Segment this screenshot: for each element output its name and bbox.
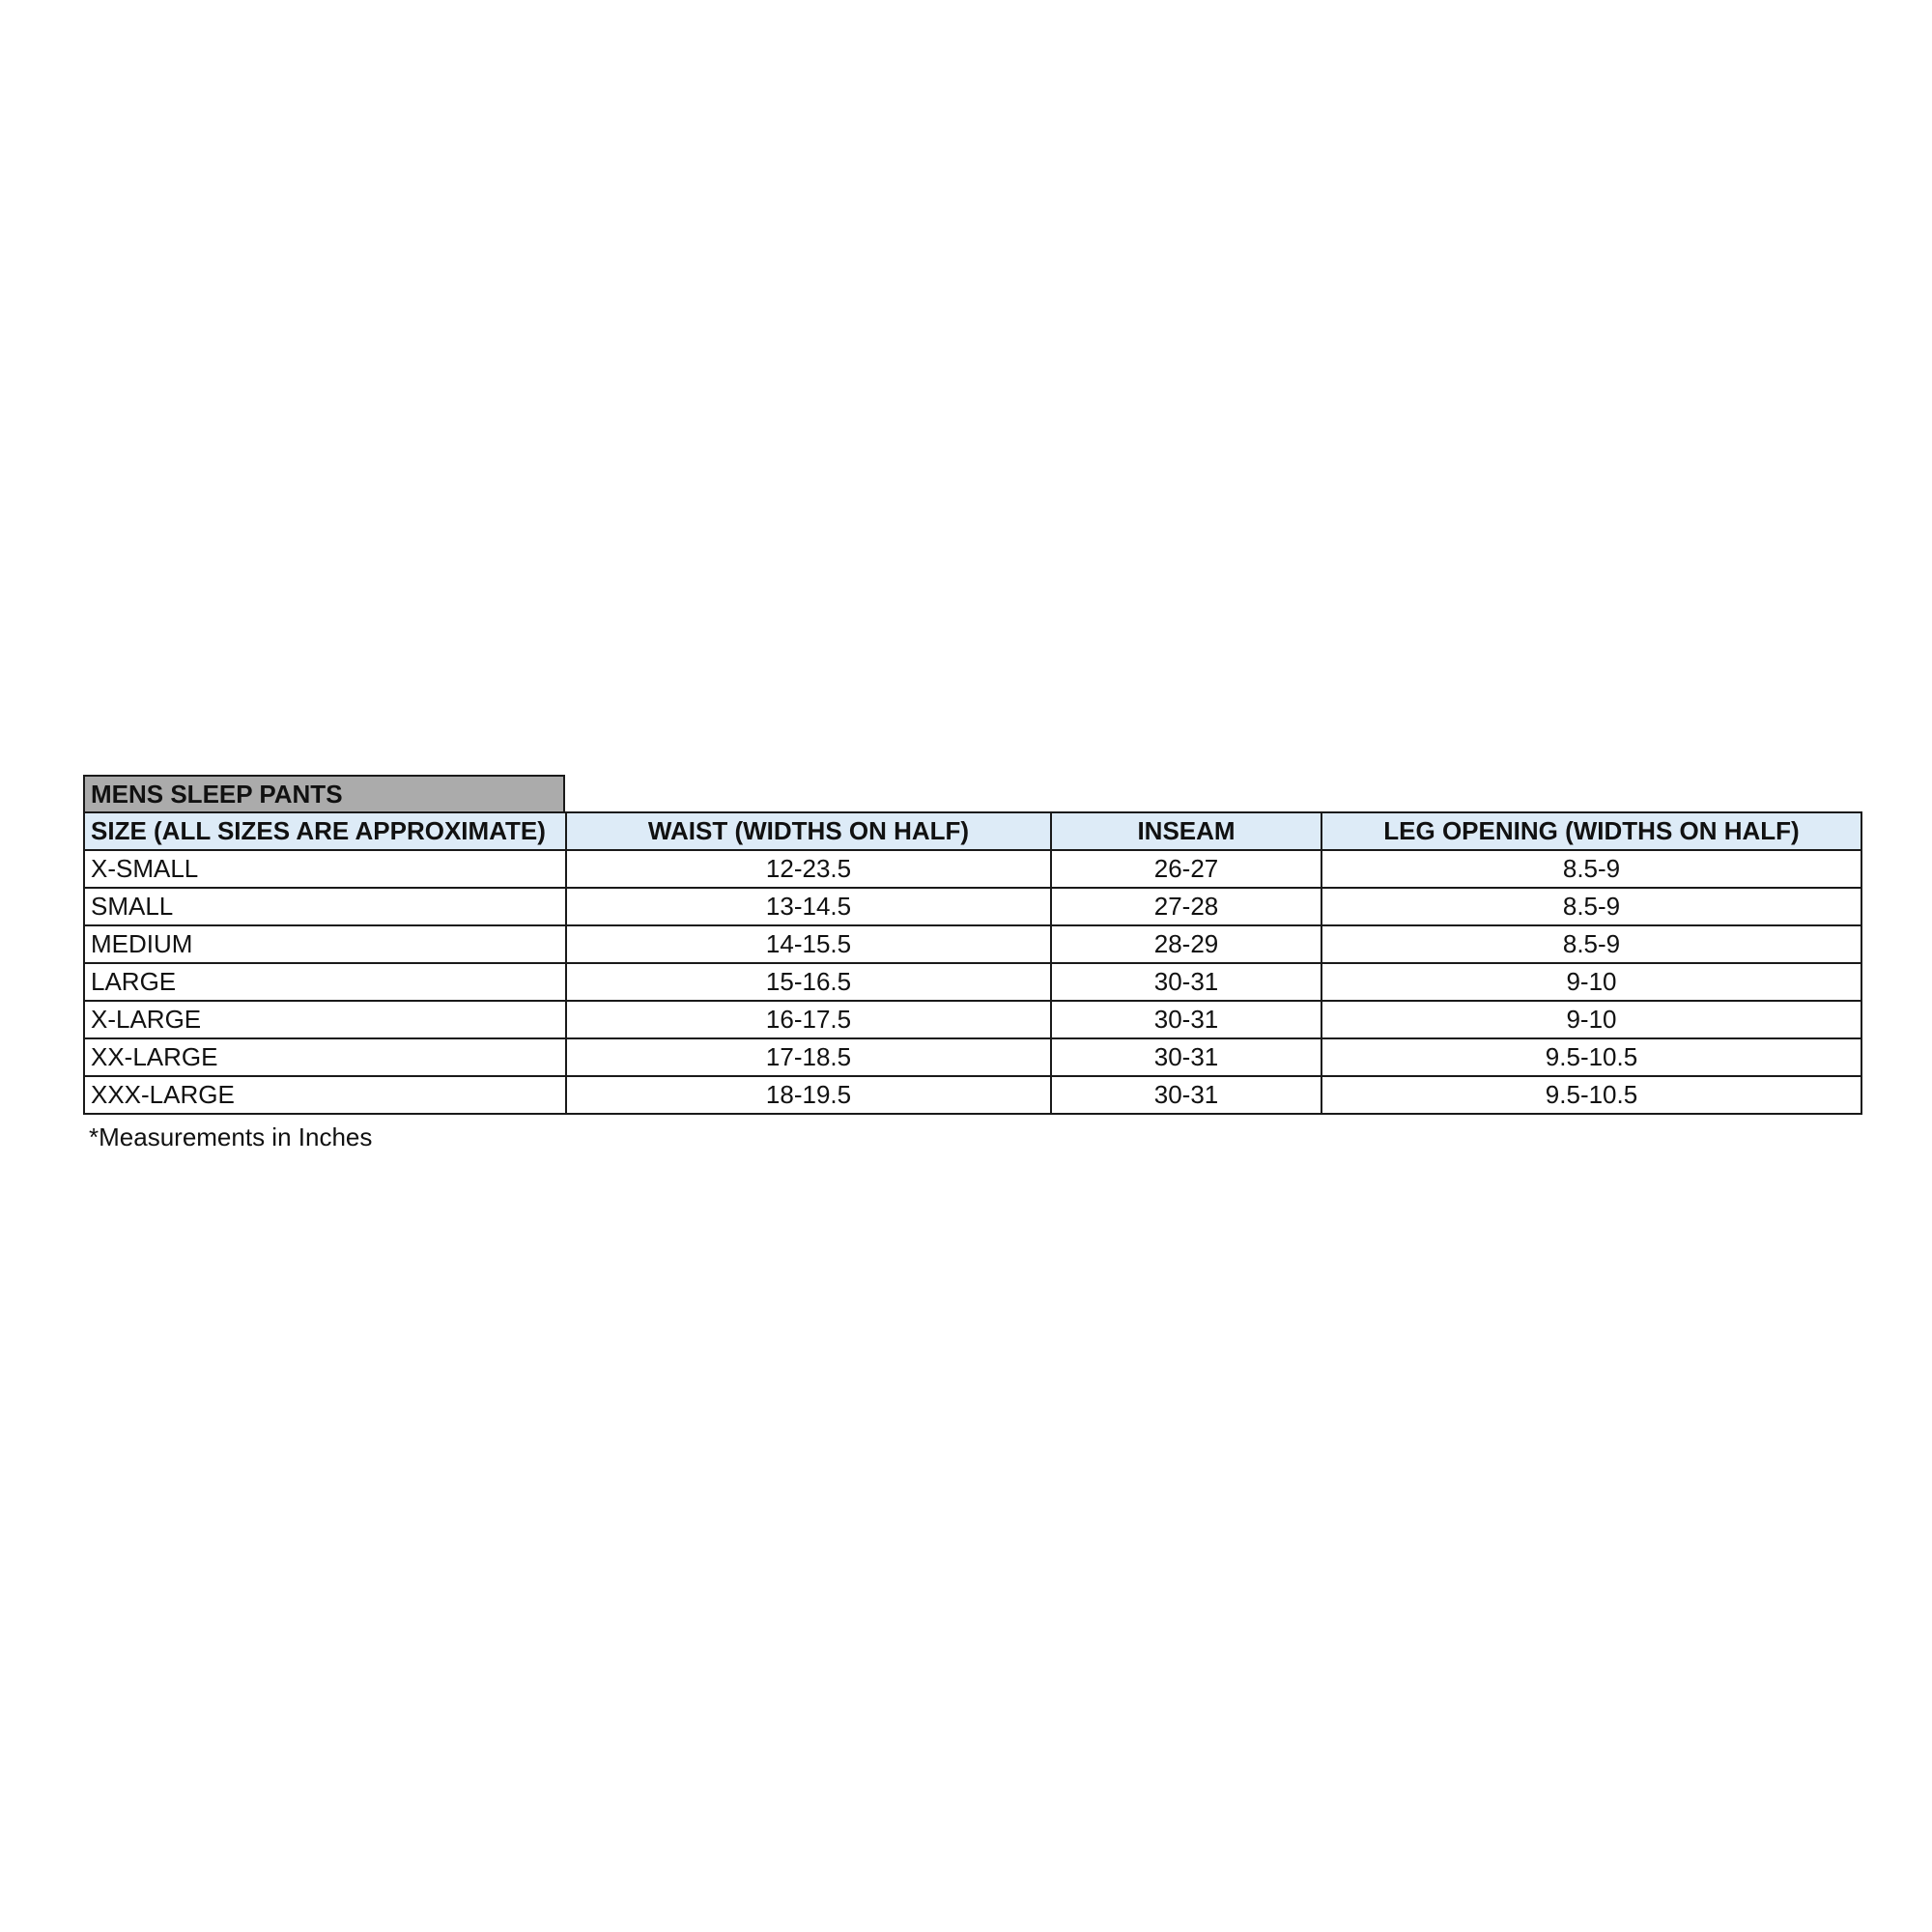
header-inseam: INSEAM (1051, 812, 1321, 850)
size-cell: XXX-LARGE (84, 1076, 566, 1114)
header-waist: WAIST (WIDTHS ON HALF) (566, 812, 1051, 850)
leg-opening-cell: 8.5-9 (1321, 888, 1861, 925)
chart-title: MENS SLEEP PANTS (83, 775, 565, 811)
table-row (84, 1038, 1861, 1076)
waist-cell: 17-18.5 (566, 1038, 1051, 1076)
header-size: SIZE (ALL SIZES ARE APPROXIMATE) (84, 812, 566, 850)
size-chart (83, 775, 1861, 1153)
size-cell: XX-LARGE (84, 1038, 566, 1076)
size-cell: LARGE (84, 963, 566, 1001)
inseam-cell: 30-31 (1051, 1001, 1321, 1038)
size-cell: X-LARGE (84, 1001, 566, 1038)
footnote: *Measurements in Inches (89, 1122, 373, 1151)
leg-opening-cell: 9.5-10.5 (1321, 1076, 1861, 1114)
table-row (84, 1001, 1861, 1038)
table-row (84, 888, 1861, 925)
inseam-cell: 30-31 (1051, 963, 1321, 1001)
leg-opening-cell: 9.5-10.5 (1321, 1038, 1861, 1076)
waist-cell: 12-23.5 (566, 850, 1051, 888)
leg-opening-cell: 8.5-9 (1321, 925, 1861, 963)
inseam-cell: 30-31 (1051, 1076, 1321, 1114)
size-cell: SMALL (84, 888, 566, 925)
leg-opening-cell: 9-10 (1321, 963, 1861, 1001)
table-row (84, 850, 1861, 888)
size-cell: MEDIUM (84, 925, 566, 963)
waist-cell: 15-16.5 (566, 963, 1051, 1001)
waist-cell: 14-15.5 (566, 925, 1051, 963)
waist-cell: 13-14.5 (566, 888, 1051, 925)
table-row (84, 925, 1861, 963)
size-cell: X-SMALL (84, 850, 566, 888)
size-table (83, 811, 1862, 1115)
inseam-cell: 28-29 (1051, 925, 1321, 963)
inseam-cell: 30-31 (1051, 1038, 1321, 1076)
waist-cell: 16-17.5 (566, 1001, 1051, 1038)
leg-opening-cell: 8.5-9 (1321, 850, 1861, 888)
inseam-cell: 27-28 (1051, 888, 1321, 925)
table-row (84, 1076, 1861, 1114)
leg-opening-cell: 9-10 (1321, 1001, 1861, 1038)
table-row (84, 963, 1861, 1001)
inseam-cell: 26-27 (1051, 850, 1321, 888)
header-leg-opening: LEG OPENING (WIDTHS ON HALF) (1321, 812, 1861, 850)
waist-cell: 18-19.5 (566, 1076, 1051, 1114)
header-row (84, 812, 1861, 850)
